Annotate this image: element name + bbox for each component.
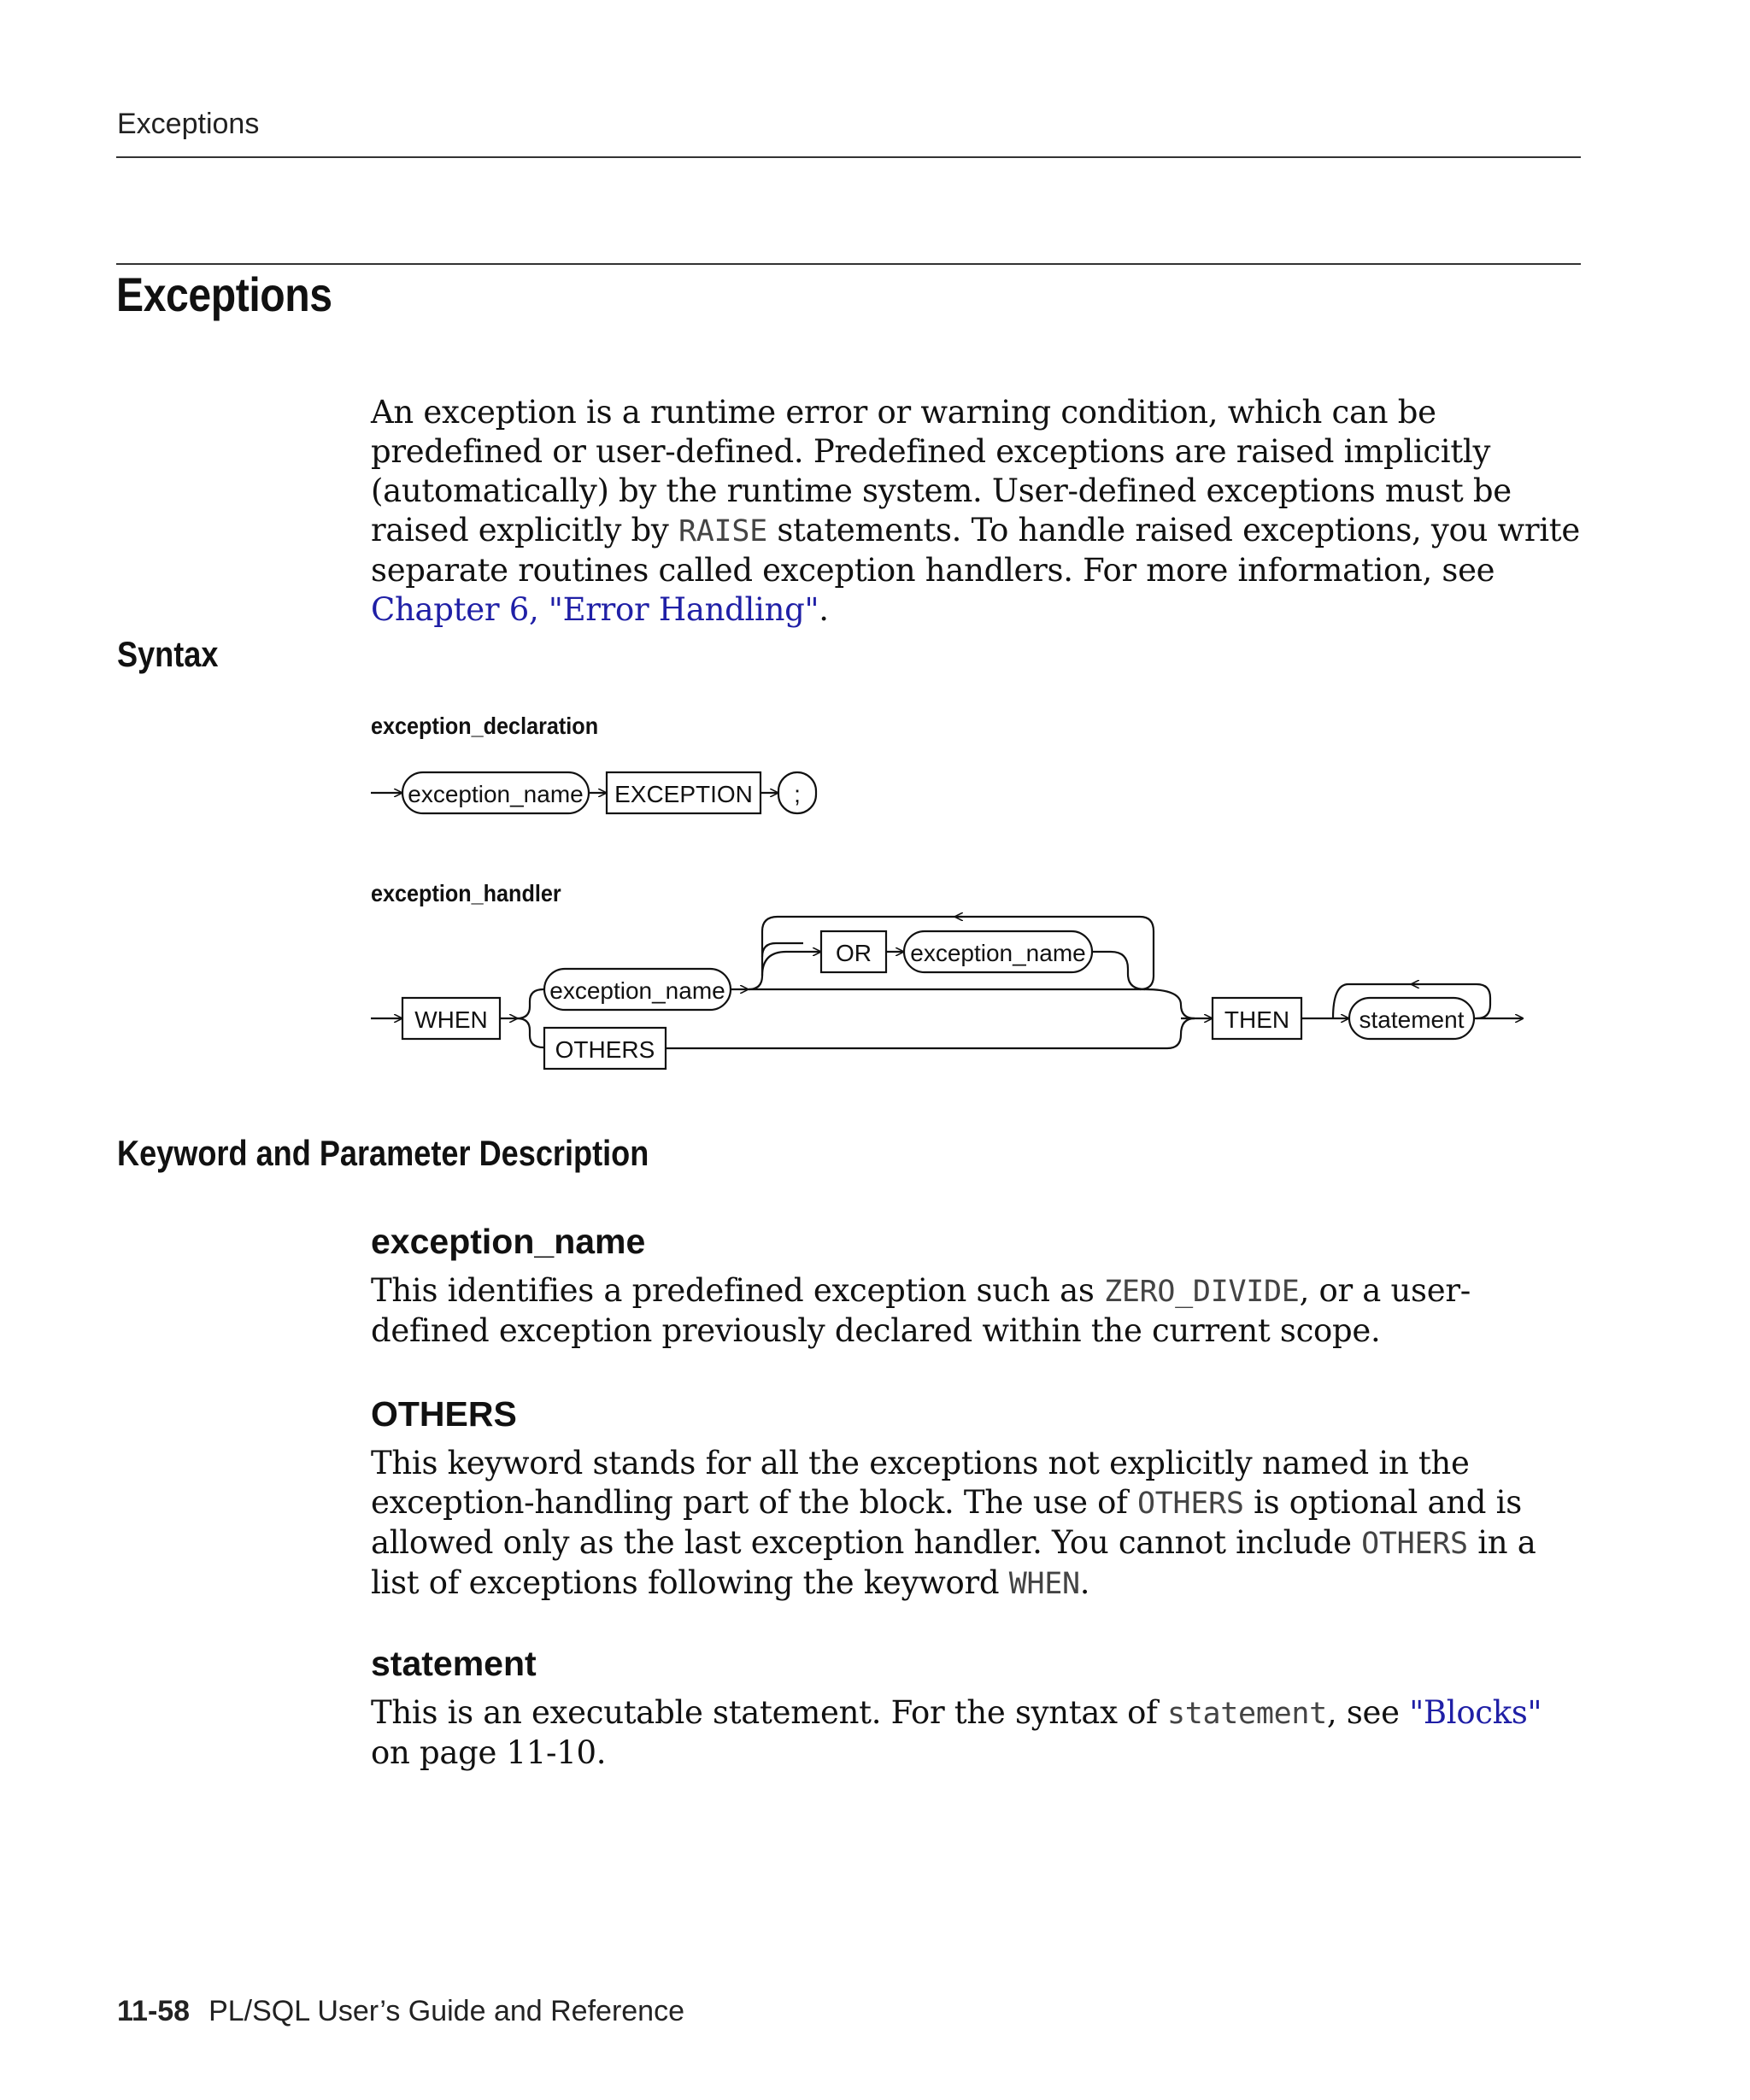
exception-name-description: [371, 1271, 1584, 1351]
statement-term: statement: [371, 1644, 537, 1683]
when-code: WHEN: [1008, 1567, 1080, 1601]
decl-exception-text: EXCEPTION: [614, 781, 753, 807]
others-text: OTHERS: [555, 1036, 655, 1063]
others-text-1: This keyword stands for all the exceptions not explicitly named in the exception-handling part of the block. The use of: [371, 1445, 1470, 1521]
others-code-1: OTHERS: [1137, 1487, 1244, 1521]
others-text-4: .: [1079, 1564, 1090, 1601]
when-text: WHEN: [414, 1006, 488, 1033]
or-loop-join: [762, 952, 803, 976]
others-code-2: OTHERS: [1361, 1527, 1468, 1561]
statement-text-2: , see: [1326, 1694, 1410, 1731]
exception-declaration-label: exception_declaration: [371, 713, 599, 739]
then-text: THEN: [1224, 1006, 1290, 1033]
branch-up-curve: [517, 989, 543, 1018]
page-number: 11-58: [117, 1995, 191, 2027]
statement-text-3: on page 11-10.: [371, 1734, 607, 1771]
blocks-link[interactable]: "Blocks": [1409, 1694, 1542, 1731]
or-exception-name-text: exception_name: [910, 940, 1086, 966]
syntax-heading: Syntax: [117, 634, 219, 674]
zero-divide-code: ZERO_DIVIDE: [1104, 1275, 1300, 1309]
keyword-heading: Keyword and Parameter Description: [117, 1133, 649, 1173]
or-loop-in: [749, 943, 803, 989]
handler-exception-name-text: exception_name: [549, 977, 725, 1004]
page-footer: [117, 1995, 684, 2028]
exception-name-term: exception_name: [371, 1222, 646, 1261]
others-term: OTHERS: [371, 1394, 517, 1434]
decl-exception-name-text: exception_name: [408, 781, 584, 807]
statement-text-1: This is an executable statement. For the syntax of: [371, 1694, 1167, 1731]
error-handling-link[interactable]: Chapter 6, "Error Handling": [371, 591, 819, 628]
or-text: OR: [836, 940, 872, 966]
others-text-2: is optional and is allowed only as the last exception handler. You cannot include: [371, 1484, 1522, 1561]
branch-down-curve: [517, 1018, 543, 1047]
exception-name-text-1: This identifies a predefined exception such as: [371, 1272, 1105, 1309]
intro-text-2: statements. To handle raised exceptions, you write separate routines called exception handlers. For more information, see: [371, 512, 1580, 589]
others-description: [371, 1444, 1584, 1604]
statement-code: statement: [1166, 1697, 1327, 1731]
upper-join-curve: [1145, 989, 1195, 1018]
raise-code: RAISE: [678, 514, 767, 548]
exception-handler-label: exception_handler: [371, 880, 561, 906]
exception-name-text-2: , or a user-defined exception previously declared within the current scope.: [371, 1272, 1471, 1349]
book-title: PL/SQL User’s Guide and Reference: [208, 1995, 684, 2027]
statement-text: statement: [1359, 1006, 1465, 1033]
others-text-3: in a list of exceptions following the keyword: [371, 1524, 1536, 1601]
or-exit-curve: [1092, 952, 1145, 989]
decl-semicolon-text: ;: [794, 781, 801, 807]
others-join-curve: [666, 1018, 1195, 1048]
intro-text-3: .: [819, 591, 829, 628]
intro-text-1: An exception is a runtime error or warning condition, which can be predefined or user-defined. Predefined exceptions are raised implicitly (automatically) by the runtime system. User-defined exceptions must be raised explicitly by: [371, 394, 1512, 548]
statement-description: [371, 1693, 1584, 1773]
page-title: Exceptions: [116, 267, 332, 321]
running-head: Exceptions: [117, 108, 260, 140]
